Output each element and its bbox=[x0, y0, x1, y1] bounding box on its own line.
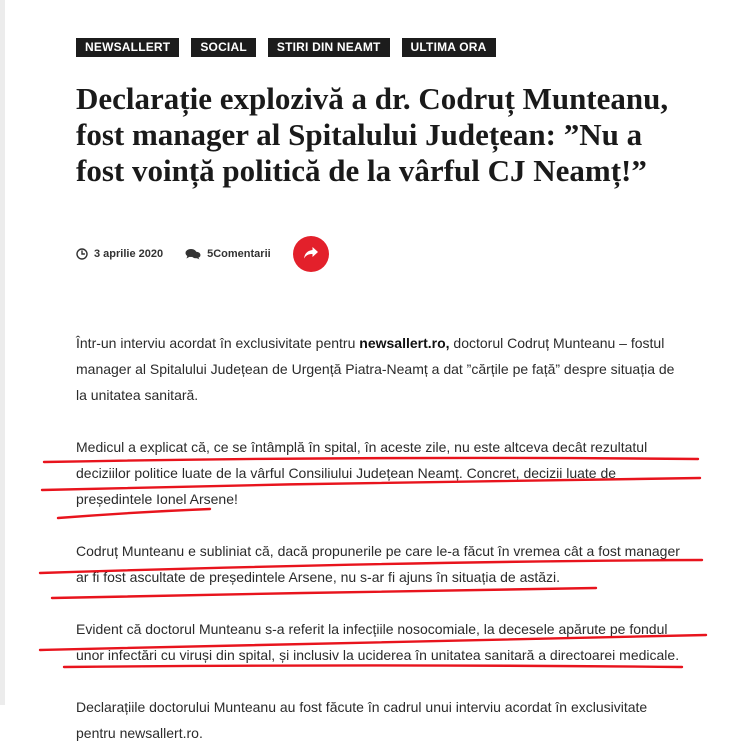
paragraph-1-text-start: Într-un interviu acordat în exclusivitate pentru bbox=[76, 335, 360, 351]
category-tag-ultima-ora[interactable]: ULTIMA ORA bbox=[402, 38, 496, 57]
meta-comments[interactable] bbox=[185, 248, 271, 260]
site-name-bold: newsallert.ro, bbox=[359, 335, 450, 351]
comments-link[interactable]: 5Comentarii bbox=[207, 248, 271, 260]
category-tag-stiri-din-neamt[interactable]: STIRI DIN NEAMT bbox=[268, 38, 390, 57]
article-paragraph-3: Codruț Munteanu e subliniat că, dacă propunerile pe care le-a făcut în vremea cât a fost manager ar fi fost ascultate de președintele Arsene, nu s-ar fi ajuns în situația de astăzi. bbox=[76, 543, 680, 585]
category-tags bbox=[76, 38, 496, 57]
article-paragraph-4: Evident că doctorul Munteanu s-a referit la infecțiile nosocomiale, la decesele apărute pe fondul unor infectări cu viruși din spital, și inclusiv la uciderea în unitatea sanitară a directoarei medicale. bbox=[76, 621, 680, 663]
clock-icon bbox=[76, 248, 88, 260]
category-tag-newsallert[interactable]: NEWSALLERT bbox=[76, 38, 179, 57]
category-tag-social[interactable]: SOCIAL bbox=[191, 38, 256, 57]
comments-icon bbox=[185, 248, 201, 260]
share-icon bbox=[303, 246, 319, 263]
article-title: Declarație explozivă a dr. Codruț Munteanu, fost manager al Spitalului Județean: ”Nu a fost voință politică de la vârful CJ Neamț!” bbox=[76, 81, 669, 188]
article-paragraph-1 bbox=[76, 330, 686, 408]
meta-date bbox=[76, 248, 163, 260]
share-button[interactable] bbox=[293, 236, 329, 272]
publish-date: 3 aprilie 2020 bbox=[94, 248, 164, 260]
article-meta bbox=[76, 236, 329, 272]
article-paragraph-5: Declarațiile doctorului Munteanu au fost făcute în cadrul unui interviu acordat în exclusivitate pentru newsallert.ro. bbox=[76, 699, 648, 741]
paragraph-1-text-end: doctorul Codruț Munteanu – fostul manager al Spitalului Județean de Urgență Piatra-Neamț a dat ”cărțile pe față” despre situația de la unitatea sanitară. bbox=[76, 335, 675, 403]
article-paragraph-2: Medicul a explicat că, ce se întâmplă în spital, în aceste zile, nu este altceva decât rezultatul deciziilor politice luate de la vârful Consiliului Județean Neamț. Concret, decizii luate de președintele Ionel Arsene! bbox=[76, 439, 648, 507]
left-edge-strip bbox=[0, 0, 5, 705]
